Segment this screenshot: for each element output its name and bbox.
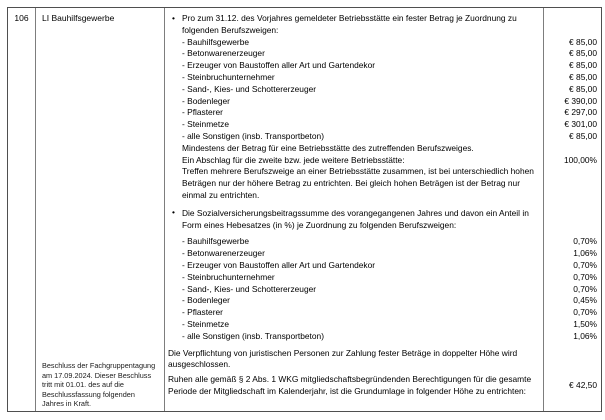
branch-line: [165, 272, 544, 284]
content-row: [165, 248, 601, 260]
bullet-icon: •: [172, 207, 175, 218]
value-cell: 1,06%: [573, 248, 597, 259]
value-cell: 0,70%: [573, 271, 597, 282]
content-row: [165, 348, 601, 372]
line-text: - Bauhilfsgewerbe: [182, 236, 250, 247]
line-text: - alle Sonstigen (insb. Transportbeton): [182, 130, 324, 141]
line-text: - Betonwarenerzeuger: [182, 48, 265, 59]
line-text: - Bodenleger: [182, 295, 230, 306]
value-cell: € 85,00: [569, 60, 597, 71]
content-row: [165, 60, 601, 72]
category-title: LI Bauhilfsgewerbe: [42, 13, 115, 23]
branch-line: [165, 131, 544, 143]
paragraph: [165, 374, 544, 398]
value-cell: 0,70%: [573, 307, 597, 318]
value-cell: € 85,00: [569, 36, 597, 47]
value-cell: 0,45%: [573, 295, 597, 306]
branch-line: [165, 307, 544, 319]
branch-line: [165, 236, 544, 248]
content-row: [165, 37, 601, 49]
content-row: [165, 84, 601, 96]
line-text: - Betonwarenerzeuger: [182, 248, 265, 259]
content-row: [165, 96, 601, 108]
content-row: [165, 331, 601, 343]
value-cell: € 85,00: [569, 83, 597, 94]
branch-line: [165, 48, 544, 60]
line-text: - Pflasterer: [182, 107, 223, 118]
branch-line: [165, 119, 544, 131]
branch-line: [165, 107, 544, 119]
line-text: - Erzeuger von Baustoffen aller Art und Gartendekor: [182, 60, 376, 71]
value-cell: [544, 143, 601, 155]
value-cell: [544, 208, 601, 232]
row-id-cell: [8, 8, 36, 411]
value-cell: 0,70%: [573, 259, 597, 270]
content-row: [165, 208, 601, 232]
value-cell: [544, 348, 601, 372]
paragraph: [165, 166, 544, 201]
content-row: [165, 284, 601, 296]
bullet-paragraph: [165, 13, 544, 37]
line-text: - Steinbruchunternehmer: [182, 71, 275, 82]
content-row: [165, 166, 601, 201]
line-text: - Steinbruchunternehmer: [182, 271, 275, 282]
content-row: [165, 374, 601, 398]
line-text: Die Verpflichtung von juristischen Personen zur Zahlung fester Beträge in doppelter Höhe wird ausgeschlossen.: [168, 347, 518, 370]
content-rows: [165, 13, 601, 398]
branch-line: [165, 96, 544, 108]
branch-line: [165, 60, 544, 72]
line-text: Treffen mehrere Berufszweige an einer Betriebsstätte zusammen, ist bei unterschiedlich hohen Beträgen nur der höhere Betrag zu entrichten. Bei gleich hohen Beträgen ist der Betrag nur einmal zu entrichten.: [182, 166, 534, 200]
branch-line: [165, 319, 544, 331]
line-text: - Bodenleger: [182, 95, 230, 106]
branch-line: [165, 84, 544, 96]
line-text: - Bauhilfsgewerbe: [182, 36, 250, 47]
line-text: - Erzeuger von Baustoffen aller Art und Gartendekor: [182, 259, 376, 270]
branch-line: [165, 37, 544, 49]
line-text: Ein Abschlag für die zweite bzw. jede weitere Betriebsstätte:: [182, 154, 405, 165]
line-text: - Sand-, Kies- und Schottererzeuger: [182, 283, 317, 294]
content-row: [165, 107, 601, 119]
content-row: [165, 155, 601, 167]
branch-line: [165, 284, 544, 296]
branch-line: [165, 260, 544, 272]
value-cell: € 85,00: [569, 130, 597, 141]
value-cell: [544, 166, 601, 201]
content-row: [165, 236, 601, 248]
value-cell: [544, 13, 601, 37]
content-row: [165, 48, 601, 60]
content-row: [165, 319, 601, 331]
branch-line: [165, 72, 544, 84]
value-cell: € 301,00: [564, 119, 597, 130]
fee-table: [7, 7, 602, 412]
line-text: - alle Sonstigen (insb. Transportbeton): [182, 330, 324, 341]
line-text: - Steinmetze: [182, 318, 230, 329]
branch-line: [165, 248, 544, 260]
paragraph: [165, 143, 544, 155]
branch-line: [165, 295, 544, 307]
category-cell: [36, 8, 165, 411]
resolution-footnote: Beschluss der Fachgruppentagung am 17.09.2024. Dieser Beschluss tritt mit 01.01. des auf die Beschlussfassung folgenden Jahres in Kraft.: [42, 361, 156, 409]
line-text: Mindestens der Betrag für eine Betriebsstätte des zutreffenden Berufszweiges.: [182, 142, 474, 153]
content-row: [165, 307, 601, 319]
content-row: [165, 272, 601, 284]
value-cell: 100,00%: [563, 154, 597, 165]
value-cell: € 42,50: [569, 380, 597, 390]
branch-line: [165, 331, 544, 343]
value-cell: € 390,00: [564, 95, 597, 106]
line-text: Die Sozialversicherungsbeitragssumme des vorangegangenen Jahres und davon ein Anteil in Form eines Hebesatzes (in %) je Zuordnung zu folgenden Berufszweigen:: [182, 207, 529, 230]
content-row: [165, 143, 601, 155]
value-cell: € 85,00: [569, 71, 597, 82]
value-cell: 0,70%: [573, 236, 597, 247]
value-cell: 0,70%: [573, 283, 597, 294]
row-id: 106: [14, 13, 29, 23]
content-cell: [165, 8, 601, 411]
paragraph: [165, 155, 544, 167]
line-text: - Pflasterer: [182, 307, 223, 318]
line-text: Ruhen alle gemäß § 2 Abs. 1 WKG mitgliedschaftsbegründenden Berechtigungen für die gesamte Periode der Mitgliedschaft im Kalenderjahr, ist die Grundumlage in folgender Höhe zu entrichten:: [168, 374, 532, 396]
content-row: [165, 72, 601, 84]
line-text: - Sand-, Kies- und Schottererzeuger: [182, 83, 317, 94]
content-row: [165, 131, 601, 143]
value-cell: € 85,00: [569, 48, 597, 59]
value-cell: € 297,00: [564, 107, 597, 118]
value-cell: 1,50%: [573, 318, 597, 329]
bullet-icon: •: [172, 12, 175, 23]
line-text: - Steinmetze: [182, 119, 230, 130]
paragraph: [165, 348, 544, 372]
content-row: [165, 13, 601, 37]
content-row: [165, 260, 601, 272]
content-row: [165, 295, 601, 307]
content-row: [165, 119, 601, 131]
value-cell: 1,06%: [573, 330, 597, 341]
line-text: Pro zum 31.12. des Vorjahres gemeldeter Betriebsstätte ein fester Betrag je Zuordnung zu folgenden Berufszweigen:: [182, 13, 517, 35]
bullet-paragraph: [165, 208, 544, 232]
